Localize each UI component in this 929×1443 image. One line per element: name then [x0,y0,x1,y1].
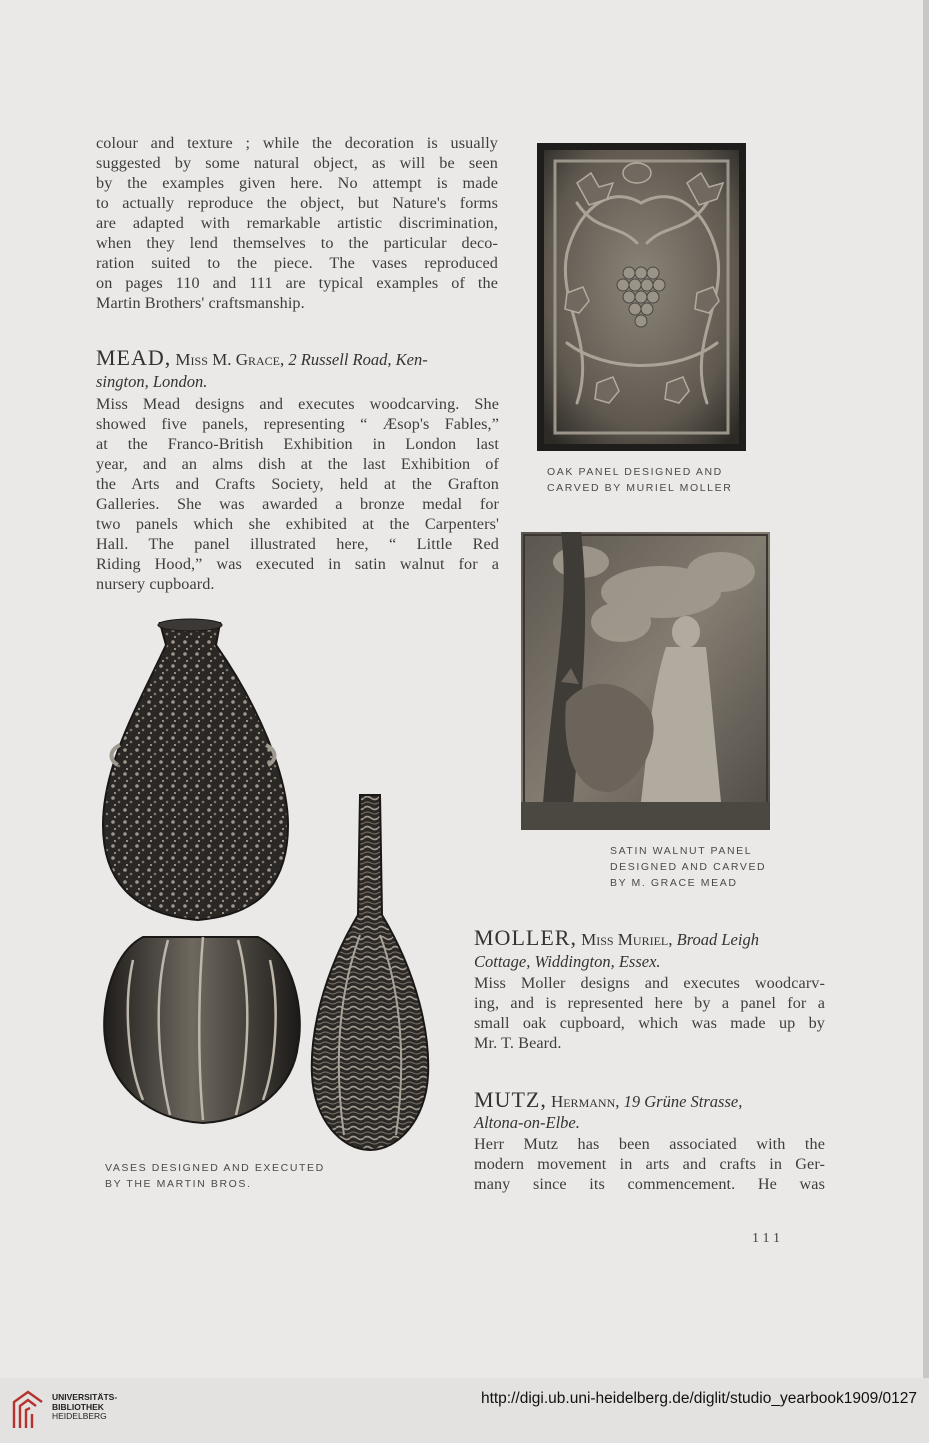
mutz-address: 19 Grüne Strasse, [623,1092,743,1111]
source-url-link[interactable]: http://digi.ub.uni-heidelberg.de/diglit/studio_yearbook1909/0127 [480,1390,917,1407]
moller-heading [474,925,826,950]
library-logo-icon [10,1388,46,1432]
page-number: 111 [752,1231,784,1246]
moller-name: MOLLER, [474,925,577,950]
moller-line: ing, and is represented here by a panel for a [474,994,825,1012]
mutz-heading [474,1087,826,1112]
mutz-line: many since its commencement. He was [474,1175,825,1193]
mutz-line: Herr Mutz has been associated with the [474,1135,825,1153]
vases-caption: VASES DESIGNED AND EXECUTED BY THE MARTIN BROS. [105,1162,325,1190]
mutz-title: Hermann, [550,1092,620,1111]
mead-address-line2: sington, London. [96,372,208,391]
intro-line: colour and texture ; while the decoration is usually [96,134,498,152]
mead-line: the Arts and Crafts Society, held at the Grafton [96,475,499,493]
oak-panel-caption: OAK PANEL DESIGNED AND CARVED BY MURIEL MOLLER [547,466,733,494]
intro-line: Martin Brothers' craftsmanship. [96,294,305,312]
mead-line: Hall. The panel illustrated here, “ Little Red [96,535,499,553]
mead-line: two panels which she exhibited at the Carpenters' [96,515,499,533]
walnut-panel-caption: SATIN WALNUT PANEL DESIGNED AND CARVED BY M. GRACE MEAD [610,845,767,889]
library-logo-text: UNIVERSITÄTS- BIBLIOTHEK HEIDELBERG [52,1392,118,1421]
moller-address-line2: Cottage, Widdington, Essex. [474,952,661,971]
intro-line: when they lend themselves to the particular deco- [96,234,498,252]
intro-line: on pages 110 and 111 are typical examples of the [96,274,498,292]
speckled-vase [103,623,288,920]
mead-heading [96,345,500,370]
mutz-line: modern movement in arts and crafts in Ger- [474,1155,825,1173]
mead-line: at the Franco-British Exhibition in London last [96,435,499,453]
mutz-address-line2: Altona-on-Elbe. [474,1113,580,1132]
intro-line: to actually reproduce the object, but Nature's forms [96,194,498,212]
moller-title: Miss Muriel, [581,930,673,949]
vases-image [98,615,438,1155]
bottle-vase [312,795,428,1150]
mead-line: showed five panels, representing “ Æsop's Fables,” [96,415,499,433]
mutz-paragraph [474,1134,825,1194]
mutz-name: MUTZ, [474,1087,547,1112]
mead-title: Miss M. Grace, [175,350,285,369]
mead-line: nursery cupboard. [96,575,215,593]
moller-paragraph [474,973,825,1053]
mead-line: Galleries. She was awarded a bronze medal for [96,495,499,513]
intro-line: suggested by some natural object, as will be seen [96,154,498,172]
mead-line: year, and an alms dish at the last Exhibition of [96,455,499,473]
moller-line: small oak cupboard, which was made up by [474,1014,825,1032]
mead-address: 2 Russell Road, Ken- [288,350,428,369]
intro-line: ration suited to the piece. The vases reproduced [96,254,498,272]
walnut-panel-image [521,532,770,830]
mead-line: Riding Hood,” was executed in satin walnut for a [96,555,499,573]
intro-line: by the examples given here. No attempt is made [96,174,498,192]
moller-line: Miss Moller designs and executes woodcarv- [474,974,825,992]
moller-line: Mr. T. Beard. [474,1034,562,1052]
intro-paragraph [96,133,498,313]
intro-line: are adapted with remarkable artistic discrimination, [96,214,498,232]
mead-paragraph [96,394,499,594]
mead-line: Miss Mead designs and executes woodcarving. She [96,395,499,413]
footer-bar [0,1378,929,1443]
mead-name: MEAD, [96,345,172,370]
oak-panel-image [537,143,746,451]
moller-address: Broad Leigh [676,930,759,949]
